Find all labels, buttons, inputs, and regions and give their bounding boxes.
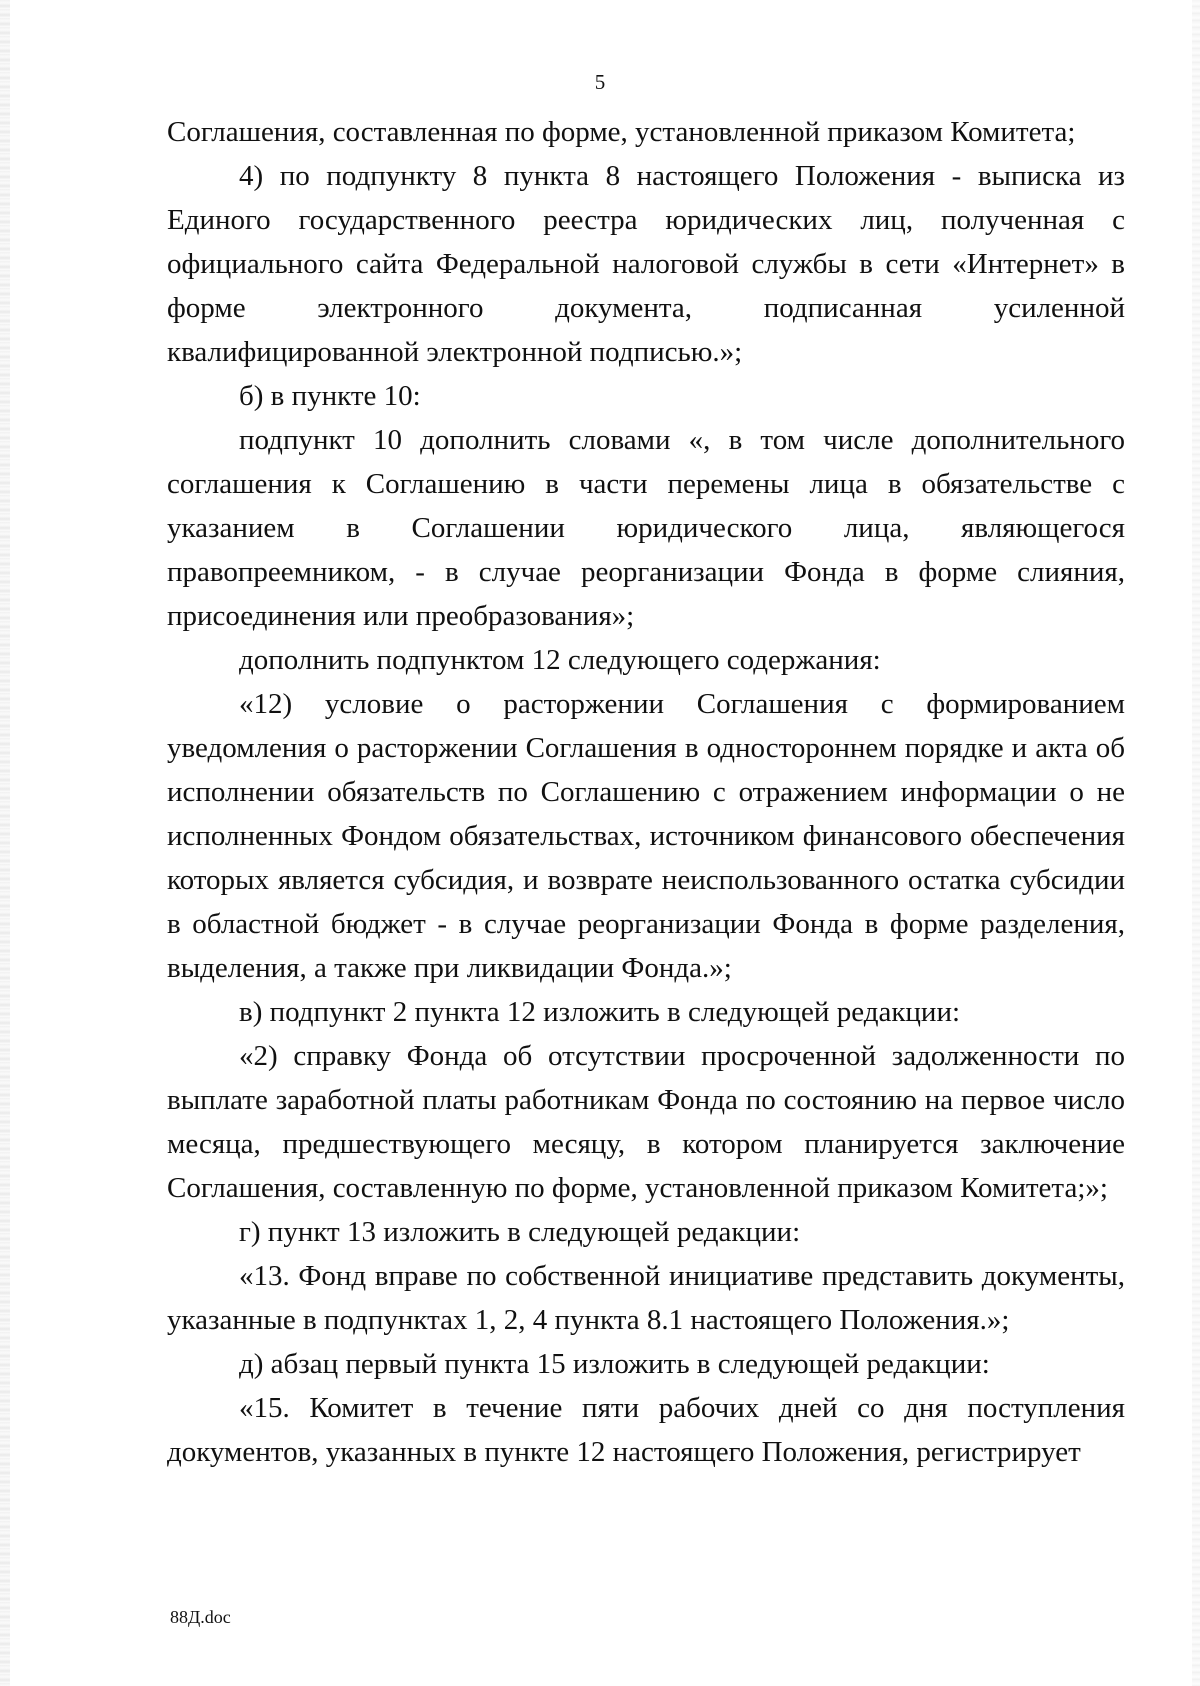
- paragraph: подпункт 10 дополнить словами «, в том числе дополнительного соглашения к Соглашению в части перемены лица в обязательстве с указанием в Соглашении юридического лица, являющегося правопреемником, - в случае реорганизации Фонда в форме слияния, присоединения или преобразования»;: [167, 424, 1125, 632]
- paragraph: «13. Фонд вправе по собственной инициативе представить документы, указанные в подпунктах 1, 2, 4 пункта 8.1 настоящего Положения.»;: [167, 1260, 1125, 1336]
- scan-edge-left: [0, 0, 10, 1686]
- scan-edge-right: [1192, 0, 1200, 1686]
- paragraph: Соглашения, составленная по форме, установленной приказом Комитета;: [167, 116, 1076, 148]
- paragraph: «12) условие о расторжении Соглашения с формированием уведомления о расторжении Соглашения в одностороннем порядке и акта об исполнении обязательств по Соглашению с отражением информации о не исполненных Фондом обязательствах, источником финансового обеспечения которых является субсидия, и возврате неиспользованного остатка субсидии в областной бюджет - в случае реорганизации Фонда в форме разделения, выделения, а также при ликвидации Фонда.»;: [167, 688, 1125, 984]
- paragraph: б) в пункте 10:: [239, 380, 421, 412]
- paragraph: д) абзац первый пункта 15 изложить в следующей редакции:: [239, 1348, 990, 1380]
- paragraph: дополнить подпунктом 12 следующего содержания:: [239, 644, 881, 676]
- page-number: 5: [594, 70, 606, 94]
- paragraph: г) пункт 13 изложить в следующей редакции:: [239, 1216, 801, 1248]
- document-body: [167, 110, 1125, 1474]
- paragraph: в) подпункт 2 пункта 12 изложить в следующей редакции:: [239, 996, 961, 1028]
- paragraph: «2) справку Фонда об отсутствии просроченной задолженности по выплате заработной платы работникам Фонда по состоянию на первое число месяца, предшествующего месяцу, в котором планируется заключение Соглашения, составленную по форме, установленной приказом Комитета;»;: [167, 1040, 1125, 1204]
- document-filename: 88Д.doc: [170, 1607, 231, 1627]
- paragraph: 4) по подпункту 8 пункта 8 настоящего Положения - выписка из Единого государственного реестра юридических лиц, полученная с официального сайта Федеральной налоговой службы в сети «Интернет» в форме электронного документа, подписанная усиленной квалифицированной электронной подписью.»;: [167, 160, 1125, 368]
- paragraph: «15. Комитет в течение пяти рабочих дней со дня поступления документов, указанных в пункте 12 настоящего Положения, регистрирует: [167, 1392, 1125, 1468]
